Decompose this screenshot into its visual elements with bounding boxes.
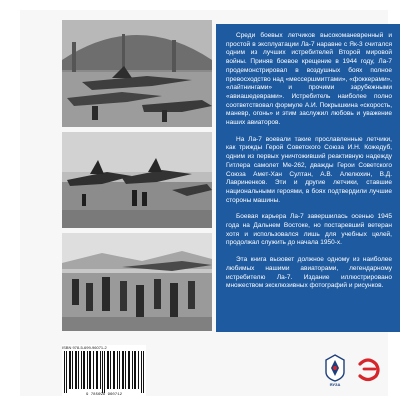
yauza-emblem-icon [324,354,346,382]
book-back-cover [20,10,392,397]
yauza-label: ЯУЗА [329,382,341,387]
isbn-barcode [62,345,146,401]
description-paragraph-1: Среди боевых летчиков высокоманевренный и простой в эксплуатации Ла-7 наравне с Як-3 считался одним из лучших истребителей Второй мировой войны. Приняв боевое крещение в 1944 году, Ла-7 продемонстрировал в воздушных боях полное превосходство над «мессершмиттами», «фоккерами», «лайтнингами» и прочими зарубежными «авиашедеврами». Истребитель наиболее полно соответствовал формуле А.И. Покрышкина «скорость, маневр, огонь» и этим заслужил любовь и уважение наших авиаторов. [226,32,392,127]
photo-hangar-aircraft [62,20,212,127]
photo-pilots-walking [62,233,212,331]
eksmo-logo [356,356,380,382]
yauza-logo [324,354,346,388]
description-paragraph-4: Эта книга вызовет должное одному из наиболее любимых нашими авиаторами, легендарному истребителю Ла-7. Издание иллюстрировано множеством эксклюзивных фотографий и рисунков. [226,256,392,290]
description-paragraph-3: Боевая карьера Ла-7 завершилась осенью 1945 года на Дальнем Востоке, но постаревший ветеран хотя и использовался лишь для учебных целей, продолжал служить до начала 1950-х. [226,213,392,247]
isbn-number: ISBN 978-5-699-96071-2 [62,345,107,350]
description-panel [216,24,400,332]
eksmo-e-icon [356,356,380,382]
barcode-digits: 9 785699 960712 [85,393,122,397]
barcode-bars [62,351,146,393]
photo-airfield-lineup [62,132,212,228]
description-paragraph-2: На Ла-7 воевали такие прославленные летчики, как трижды Герой Советского Союза И.Н. Кожедуб, одним из первых уничтоживший реактивную надежду Гитлера самолет Ме-262, дважды Герои Советского Союза Амет-Хан Султан, А.В. Алелюхин, В.Д. Лавриненков. Эти и другие летчики, ставшие национальными героями, в боях подтвердили лучшие стороны машины. [226,135,392,204]
